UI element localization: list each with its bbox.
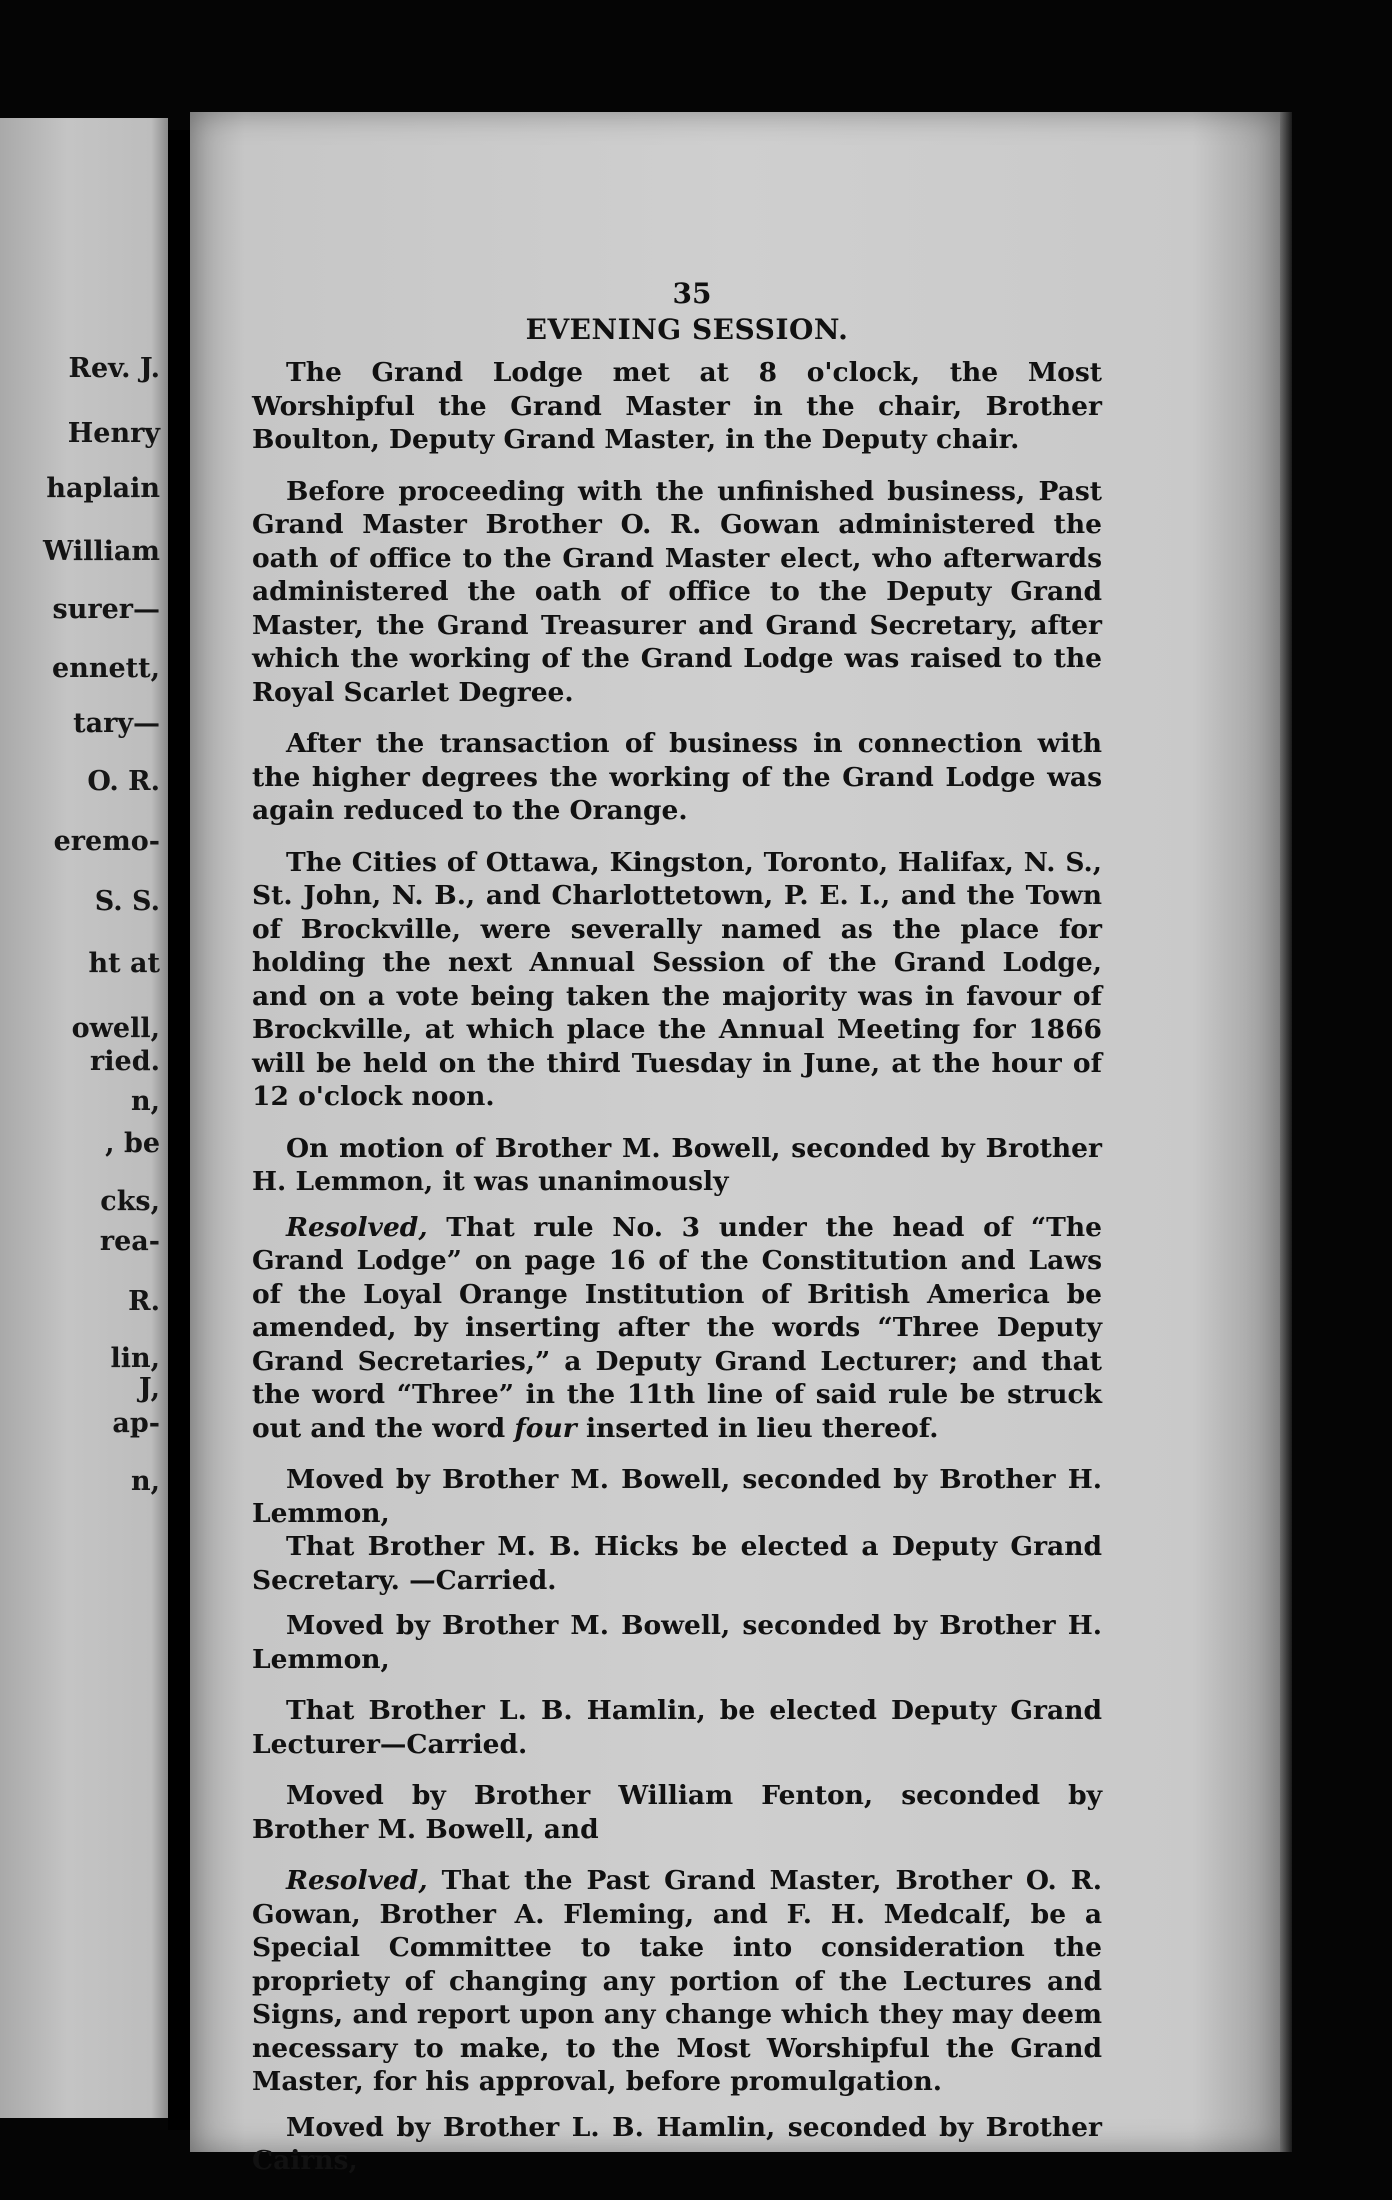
paragraph: Moved by Brother M. Bowell, seconded by Brother H. Lemmon,: [252, 1464, 1102, 1529]
left-page-line: Rev. J.: [68, 353, 160, 384]
paragraph: Moved by Brother L. B. Hamlin, seconded by Brother Cairns,: [252, 2111, 1102, 2176]
page-text: [252, 277, 1102, 2196]
paragraph: On motion of Brother M. Bowell, seconded by Brother H. Lemmon, it was unanimously: [252, 1132, 1102, 1197]
resolved-label: Resolved,: [286, 1865, 428, 1896]
book-page: [190, 112, 1280, 2176]
left-page-line: , be: [105, 1128, 160, 1159]
left-page-line: owell,: [71, 1013, 160, 1044]
book-gutter: [168, 130, 190, 2130]
left-page-line: eremo-: [53, 826, 160, 857]
left-page-line: tary—: [73, 708, 160, 739]
left-page-line: n,: [130, 1086, 160, 1117]
paragraph: The Cities of Ottawa, Kingston, Toronto, Halifax, N. S., St. John, N. B., and Charlottetown, P. E. I., and the Town of Brockville, were severally named as the place for holding the next Annual Session of the Grand Lodge, and on a vote being taken the majority was in favour of Brockville, at which place the Annual Meeting for 1866 will be held on the third Tuesday in June, at the hour of 12 o'clock noon.: [252, 846, 1102, 1112]
paragraph: After the transaction of business in connection with the higher degrees the working of the Grand Lodge was again reduced to the Orange.: [252, 728, 1102, 826]
paragraph: The Grand Lodge met at 8 o'clock, the Most Worshipful the Grand Master in the chair, Brother Boulton, Deputy Grand Master, in the Deputy chair.: [252, 357, 1102, 455]
left-page-line: haplain: [46, 473, 160, 504]
previous-page-edge: [0, 118, 168, 2118]
left-page-line: cks,: [100, 1186, 160, 1217]
resolution-text: That the Past Grand Master, Brother O. R. Gowan, Brother A. Fleming, and F. H. Medcalf, be a Special Committee to take into consideration the propriety of changing any portion of the Lectures and Signs, and report upon any change which they may deem necessary to make, to the Most Worshipful the Grand Master, for his approval, before promulgation.: [252, 1865, 1102, 2097]
resolution-paragraph: [252, 1211, 1102, 1446]
left-page-line: O. R.: [87, 766, 160, 797]
left-page-line: surer—: [52, 594, 160, 625]
left-page-line: n,: [130, 1466, 160, 1497]
paragraph: That Brother L. B. Hamlin, be elected Deputy Grand Lecturer—Carried.: [252, 1695, 1102, 1760]
resolution-text: inserted in lieu thereof.: [576, 1412, 939, 1444]
paragraph: Moved by Brother M. Bowell, seconded by Brother H. Lemmon,: [252, 1610, 1102, 1675]
paragraph: Before proceeding with the unfinished business, Past Grand Master Brother O. R. Gowan administered the oath of office to the Grand Master elect, who afterwards administered the oath of office to the Deputy Grand Master, the Grand Treasurer and Grand Secretary, after which the working of the Grand Lodge was raised to the Royal Scarlet Degree.: [252, 475, 1102, 708]
paragraph: That Brother M. B. Hicks be elected a Deputy Grand Secretary. —Carried.: [252, 1531, 1102, 1596]
left-page-line: J,: [138, 1373, 160, 1404]
left-page-line: ht at: [88, 948, 160, 979]
emphasized-word: four: [514, 1412, 577, 1444]
left-page-line: ap-: [112, 1408, 160, 1439]
section-heading: EVENING SESSION.: [525, 312, 849, 346]
left-page-line: S. S.: [94, 886, 160, 917]
page-edge-shadow: [1280, 112, 1292, 2152]
left-page-line: lin,: [110, 1343, 160, 1374]
left-page-line: William: [43, 536, 160, 567]
left-page-line: rea-: [99, 1226, 160, 1257]
left-page-line: ried.: [90, 1046, 160, 1077]
left-page-line: ennett,: [52, 653, 160, 684]
left-page-line: R.: [128, 1286, 160, 1317]
paragraph: Moved by Brother William Fenton, seconded by Brother M. Bowell, and: [252, 1780, 1102, 1845]
page-number: 35: [672, 277, 712, 310]
left-page-line: Henry: [67, 418, 160, 449]
resolution-paragraph: [252, 1864, 1102, 2099]
resolved-label: Resolved,: [286, 1211, 428, 1243]
resolution-text: That rule No. 3 under the head of “The Grand Lodge” on page 16 of the Constitution and Laws of the Loyal Orange Institution of British America be amended, by inserting after the words “Three Deputy Grand Secretaries,” a Deputy Grand Lecturer; and that the word “Three” in the 11th line of said rule be struck out and the word: [252, 1211, 1102, 1444]
